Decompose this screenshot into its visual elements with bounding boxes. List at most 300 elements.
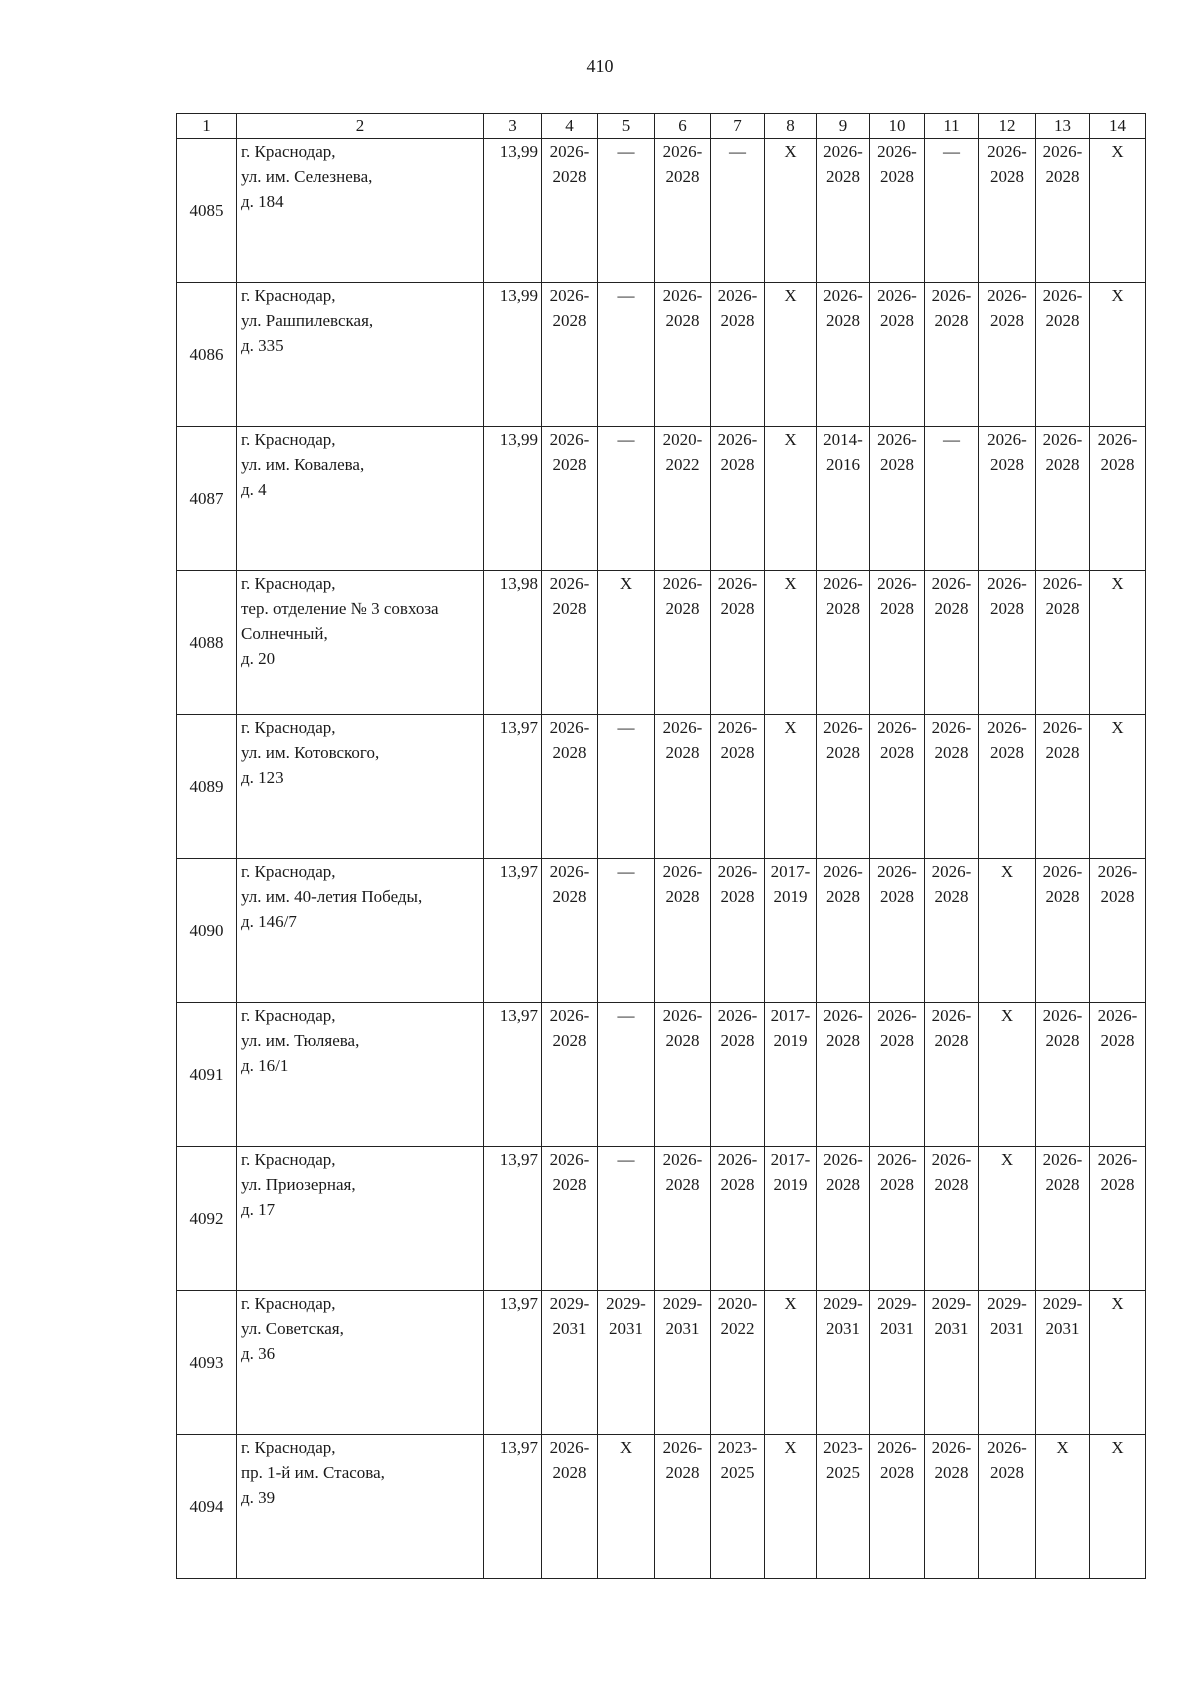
period-line: 2017- (770, 1150, 811, 1169)
column-header-14: 14 (1090, 114, 1146, 139)
address-line: ул. Приозерная, (241, 1175, 356, 1194)
address-line: г. Краснодар, (241, 286, 336, 305)
address-line: г. Краснодар, (241, 718, 336, 737)
period-cell-col-7 (711, 715, 765, 859)
period-cell-col-14 (1090, 283, 1146, 427)
address-cell (237, 139, 484, 283)
period-line: — (943, 142, 960, 161)
address-line: ул. им. Селезнева, (241, 167, 373, 186)
period-cell-col-10 (870, 715, 925, 859)
address-line: ул. Советская, (241, 1319, 344, 1338)
period-cell-col-6 (655, 571, 711, 715)
value-cell: 13,97 (484, 1291, 542, 1435)
period-line: 2028 (552, 599, 587, 618)
address-line: д. 39 (241, 1488, 276, 1507)
period-line: 2028 (720, 1031, 755, 1050)
period-cell-col-11 (925, 571, 979, 715)
period-cell-col-6 (655, 1291, 711, 1435)
column-header-6: 6 (655, 114, 711, 139)
period-line: 2020- (662, 430, 703, 449)
address-line: ул. им. Котовского, (241, 743, 380, 762)
period-cell-col-9 (817, 1147, 870, 1291)
period-line: 2025 (720, 1463, 755, 1482)
period-line: 2026- (1042, 142, 1083, 161)
period-cell-col-9 (817, 283, 870, 427)
period-cell-col-7 (711, 1291, 765, 1435)
period-cell-col-10 (870, 1147, 925, 1291)
period-cell-col-13 (1036, 1003, 1090, 1147)
period-line: 2026- (662, 286, 703, 305)
address-line: Солнечный, (241, 624, 328, 643)
period-line: Х (1111, 574, 1124, 593)
period-line: 2026- (877, 142, 917, 161)
period-line: 2026- (931, 1150, 972, 1169)
period-cell-col-8 (765, 715, 817, 859)
row-number-cell: 4086 (177, 283, 237, 427)
period-line: 2028 (826, 1175, 860, 1194)
period-cell-col-8 (765, 427, 817, 571)
period-cell-col-7 (711, 1435, 765, 1579)
value-cell: 13,97 (484, 715, 542, 859)
period-cell-col-6 (655, 715, 711, 859)
period-cell-col-13 (1036, 283, 1090, 427)
period-cell-col-10 (870, 1435, 925, 1579)
period-line: 2017- (770, 862, 811, 881)
period-line: — (617, 1006, 635, 1025)
address-cell (237, 859, 484, 1003)
period-line: 2028 (880, 167, 914, 186)
table-row (177, 859, 1146, 1003)
period-line: 2026- (877, 1438, 917, 1457)
period-line: 2026- (931, 1438, 972, 1457)
period-line: 2026- (662, 718, 703, 737)
period-line: 2026- (823, 1150, 863, 1169)
period-cell-col-6 (655, 859, 711, 1003)
period-line: 2026- (823, 862, 863, 881)
period-cell-col-11 (925, 1291, 979, 1435)
row-number-cell: 4090 (177, 859, 237, 1003)
period-line: 2023- (717, 1438, 758, 1457)
period-line: — (617, 142, 635, 161)
period-cell-col-9 (817, 571, 870, 715)
period-line: Х (619, 1438, 633, 1457)
period-line: 2028 (990, 455, 1024, 474)
address-line: г. Краснодар, (241, 862, 336, 881)
period-line: 2028 (880, 887, 914, 906)
address-line: г. Краснодар, (241, 574, 336, 593)
period-line: 2026- (823, 574, 863, 593)
period-line: 2026- (549, 286, 590, 305)
page-number: 410 (586, 56, 614, 76)
period-line: 2026- (717, 718, 758, 737)
period-line: 2028 (665, 599, 700, 618)
period-line: — (617, 718, 635, 737)
period-line: 2028 (1045, 599, 1080, 618)
period-cell-col-9 (817, 1003, 870, 1147)
period-cell-col-14 (1090, 1147, 1146, 1291)
period-line: 2025 (826, 1463, 860, 1482)
period-line: 2028 (934, 1463, 969, 1482)
address-cell (237, 427, 484, 571)
address-line: г. Краснодар, (241, 142, 336, 161)
period-cell-col-13 (1036, 139, 1090, 283)
period-line: 2028 (826, 167, 860, 186)
period-cell-col-12 (979, 715, 1036, 859)
period-line: 2028 (720, 311, 755, 330)
period-cell-col-12 (979, 427, 1036, 571)
period-cell-col-14 (1090, 1291, 1146, 1435)
period-cell-col-9 (817, 427, 870, 571)
period-line: 2028 (934, 599, 969, 618)
period-cell-col-5 (598, 715, 655, 859)
table-row (177, 1147, 1146, 1291)
period-line: 2026- (549, 574, 590, 593)
period-line: 2028 (1100, 1031, 1135, 1050)
table-row (177, 571, 1146, 715)
period-cell-col-9 (817, 139, 870, 283)
period-line: 2029- (549, 1294, 590, 1313)
period-line: Х (1056, 1438, 1069, 1457)
address-cell (237, 1003, 484, 1147)
address-line: г. Краснодар, (241, 430, 336, 449)
period-line: Х (1111, 718, 1124, 737)
period-line: 2026- (1097, 862, 1138, 881)
address-line: д. 4 (241, 480, 267, 499)
period-line: 2028 (826, 1031, 860, 1050)
period-cell-col-13 (1036, 427, 1090, 571)
table-row (177, 1003, 1146, 1147)
column-number-header (177, 114, 1146, 139)
period-line: 2028 (1100, 1175, 1135, 1194)
table-row (177, 139, 1146, 283)
period-cell-col-4 (542, 283, 598, 427)
period-line: Х (1111, 286, 1124, 305)
period-line: 2026- (877, 862, 917, 881)
period-line: 2019 (773, 1175, 808, 1194)
address-line: пр. 1-й им. Стасова, (241, 1463, 385, 1482)
period-cell-col-10 (870, 571, 925, 715)
period-cell-col-14 (1090, 1003, 1146, 1147)
period-line: 2026- (987, 430, 1027, 449)
period-cell-col-5 (598, 859, 655, 1003)
period-line: 2029- (1042, 1294, 1083, 1313)
period-line: 2026- (987, 142, 1027, 161)
period-line: 2026- (931, 574, 972, 593)
period-line: — (943, 430, 960, 449)
address-line: д. 16/1 (241, 1056, 289, 1075)
period-cell-col-7 (711, 1147, 765, 1291)
period-line: — (729, 142, 746, 161)
period-cell-col-8 (765, 1291, 817, 1435)
column-header-7: 7 (711, 114, 765, 139)
period-line: 2031 (552, 1319, 587, 1338)
period-cell-col-12 (979, 283, 1036, 427)
period-line: Х (1000, 1150, 1014, 1169)
period-line: 2029- (662, 1294, 703, 1313)
address-cell (237, 283, 484, 427)
period-line: 2026- (931, 718, 972, 737)
period-line: 2031 (990, 1319, 1024, 1338)
period-cell-col-14 (1090, 427, 1146, 571)
period-cell-col-11 (925, 715, 979, 859)
address-line: ул. им. 40-летия Победы, (241, 887, 423, 906)
period-cell-col-5 (598, 1003, 655, 1147)
value-cell: 13,97 (484, 1435, 542, 1579)
address-line: д. 184 (241, 192, 284, 211)
period-line: 2026- (877, 430, 917, 449)
address-line: ул. Рашпилевская, (241, 311, 374, 330)
period-line: 2026- (717, 430, 758, 449)
period-line: 2016 (826, 455, 860, 474)
column-header-9: 9 (817, 114, 870, 139)
table-row (177, 427, 1146, 571)
period-line: 2028 (826, 599, 860, 618)
period-cell-col-11 (925, 283, 979, 427)
address-line: ул. им. Ковалева, (241, 455, 365, 474)
period-cell-col-6 (655, 283, 711, 427)
period-line: 2026- (877, 574, 917, 593)
period-cell-col-13 (1036, 715, 1090, 859)
period-cell-col-7 (711, 859, 765, 1003)
column-header-1: 1 (177, 114, 237, 139)
period-line: 2028 (880, 455, 914, 474)
period-line: 2031 (665, 1319, 700, 1338)
period-line: 2028 (880, 1463, 914, 1482)
period-line: Х (784, 1294, 797, 1313)
period-cell-col-8 (765, 859, 817, 1003)
row-number-cell: 4091 (177, 1003, 237, 1147)
period-line: 2026- (1042, 430, 1083, 449)
period-cell-col-6 (655, 1003, 711, 1147)
period-cell-col-7 (711, 139, 765, 283)
period-line: 2031 (934, 1319, 969, 1338)
period-line: 2026- (1097, 1006, 1138, 1025)
period-cell-col-10 (870, 139, 925, 283)
period-line: 2026- (717, 862, 758, 881)
period-line: 2029- (877, 1294, 917, 1313)
period-line: 2026- (549, 430, 590, 449)
period-line: 2026- (662, 574, 703, 593)
period-line: 2023- (823, 1438, 863, 1457)
period-cell-col-12 (979, 139, 1036, 283)
period-line: 2014- (823, 430, 863, 449)
period-line: 2028 (826, 743, 860, 762)
period-line: 2026- (877, 718, 917, 737)
period-line: 2029- (987, 1294, 1027, 1313)
address-line: д. 123 (241, 768, 284, 787)
period-line: 2026- (931, 286, 972, 305)
column-header-13: 13 (1036, 114, 1090, 139)
period-cell-col-14 (1090, 859, 1146, 1003)
value-cell: 13,97 (484, 1003, 542, 1147)
row-number-cell: 4088 (177, 571, 237, 715)
period-line: 2026- (662, 1438, 703, 1457)
address-line: г. Краснодар, (241, 1294, 336, 1313)
period-cell-col-8 (765, 1147, 817, 1291)
period-cell-col-10 (870, 859, 925, 1003)
table-body (177, 139, 1146, 1579)
row-number-cell: 4094 (177, 1435, 237, 1579)
period-line: 2028 (552, 1175, 587, 1194)
period-cell-col-6 (655, 1435, 711, 1579)
period-line: 2028 (720, 599, 755, 618)
period-line: 2031 (609, 1319, 643, 1338)
period-line: 2028 (720, 743, 755, 762)
period-line: 2026- (549, 1150, 590, 1169)
period-cell-col-9 (817, 1291, 870, 1435)
period-cell-col-4 (542, 139, 598, 283)
row-number-cell: 4087 (177, 427, 237, 571)
period-line: 2026- (1042, 1006, 1083, 1025)
value-cell: 13,99 (484, 139, 542, 283)
period-line: 2028 (1045, 887, 1080, 906)
period-line: 2026- (1042, 1150, 1083, 1169)
period-cell-col-14 (1090, 571, 1146, 715)
period-line: 2028 (720, 887, 755, 906)
period-line: 2026- (717, 1006, 758, 1025)
period-line: 2026- (717, 286, 758, 305)
period-line: 2028 (934, 311, 969, 330)
period-line: 2028 (552, 1031, 587, 1050)
period-line: 2026- (1042, 574, 1083, 593)
value-cell: 13,97 (484, 1147, 542, 1291)
period-cell-col-4 (542, 1147, 598, 1291)
period-line: 2026- (662, 1150, 703, 1169)
period-line: 2028 (552, 1463, 587, 1482)
period-line: 2028 (880, 1175, 914, 1194)
period-cell-col-10 (870, 427, 925, 571)
column-header-11: 11 (925, 114, 979, 139)
period-line: 2026- (662, 142, 703, 161)
period-line: — (617, 862, 635, 881)
period-line: 2028 (1100, 455, 1135, 474)
column-header-8: 8 (765, 114, 817, 139)
period-line: 2028 (990, 743, 1024, 762)
period-line: 2022 (665, 455, 700, 474)
period-cell-col-10 (870, 1003, 925, 1147)
period-cell-col-5 (598, 1435, 655, 1579)
period-cell-col-12 (979, 1435, 1036, 1579)
period-line: 2028 (1100, 887, 1135, 906)
address-cell (237, 715, 484, 859)
period-line: — (617, 286, 635, 305)
period-cell-col-6 (655, 427, 711, 571)
period-cell-col-11 (925, 1435, 979, 1579)
period-line: 2031 (826, 1319, 860, 1338)
address-line: г. Краснодар, (241, 1006, 336, 1025)
period-line: 2026- (662, 1006, 703, 1025)
period-line: 2026- (987, 1438, 1027, 1457)
period-line: 2028 (934, 1175, 969, 1194)
period-line: 2026- (1097, 430, 1138, 449)
period-line: Х (784, 718, 797, 737)
period-line: 2026- (549, 718, 590, 737)
period-cell-col-7 (711, 283, 765, 427)
period-cell-col-8 (765, 1435, 817, 1579)
period-line: 2026- (877, 286, 917, 305)
period-cell-col-14 (1090, 1435, 1146, 1579)
period-cell-col-9 (817, 1435, 870, 1579)
period-line: 2028 (1045, 167, 1080, 186)
address-line: д. 36 (241, 1344, 276, 1363)
period-line: 2026- (1097, 1150, 1138, 1169)
period-cell-col-11 (925, 427, 979, 571)
period-cell-col-4 (542, 427, 598, 571)
period-line: 2026- (931, 862, 972, 881)
period-line: 2028 (665, 887, 700, 906)
address-line: д. 17 (241, 1200, 276, 1219)
period-line: 2028 (665, 1031, 700, 1050)
period-cell-col-10 (870, 1291, 925, 1435)
period-line: Х (1111, 1294, 1124, 1313)
period-line: 2026- (877, 1150, 917, 1169)
period-line: 2028 (990, 167, 1024, 186)
period-cell-col-12 (979, 1003, 1036, 1147)
period-cell-col-12 (979, 1291, 1036, 1435)
period-line: — (617, 1150, 635, 1169)
period-line: 2026- (987, 286, 1027, 305)
period-cell-col-14 (1090, 715, 1146, 859)
period-line: 2028 (826, 887, 860, 906)
period-line: 2026- (1042, 718, 1083, 737)
period-line: 2028 (934, 743, 969, 762)
period-cell-col-13 (1036, 1147, 1090, 1291)
address-line: д. 146/7 (241, 912, 297, 931)
period-line: 2026- (717, 574, 758, 593)
value-cell: 13,99 (484, 427, 542, 571)
period-cell-col-8 (765, 283, 817, 427)
period-line: 2028 (826, 311, 860, 330)
period-line: 2017- (770, 1006, 811, 1025)
period-line: 2026- (823, 718, 863, 737)
period-cell-col-12 (979, 1147, 1036, 1291)
column-header-2: 2 (237, 114, 484, 139)
table-row (177, 1291, 1146, 1435)
period-cell-col-6 (655, 139, 711, 283)
period-line: 2028 (552, 311, 587, 330)
period-line: 2019 (773, 1031, 808, 1050)
period-line: 2026- (549, 862, 590, 881)
period-cell-col-4 (542, 1291, 598, 1435)
period-line: 2020- (717, 1294, 758, 1313)
address-cell (237, 571, 484, 715)
period-line: 2028 (880, 311, 914, 330)
value-cell: 13,97 (484, 859, 542, 1003)
period-line: 2029- (823, 1294, 863, 1313)
period-line: 2028 (720, 1175, 755, 1194)
period-line: 2028 (990, 599, 1024, 618)
period-line: 2026- (549, 1438, 590, 1457)
period-cell-col-7 (711, 571, 765, 715)
period-line: Х (784, 430, 797, 449)
period-cell-col-5 (598, 139, 655, 283)
period-line: 2028 (665, 167, 700, 186)
period-line: 2028 (1045, 1031, 1080, 1050)
column-header-5: 5 (598, 114, 655, 139)
period-line: 2028 (1045, 311, 1080, 330)
period-cell-col-4 (542, 859, 598, 1003)
period-cell-col-13 (1036, 1291, 1090, 1435)
period-cell-col-4 (542, 571, 598, 715)
period-line: 2028 (552, 887, 587, 906)
period-cell-col-4 (542, 1435, 598, 1579)
period-cell-col-5 (598, 283, 655, 427)
period-cell-col-13 (1036, 859, 1090, 1003)
address-cell (237, 1291, 484, 1435)
period-line: 2026- (987, 574, 1027, 593)
period-cell-col-9 (817, 859, 870, 1003)
period-line: Х (784, 574, 797, 593)
